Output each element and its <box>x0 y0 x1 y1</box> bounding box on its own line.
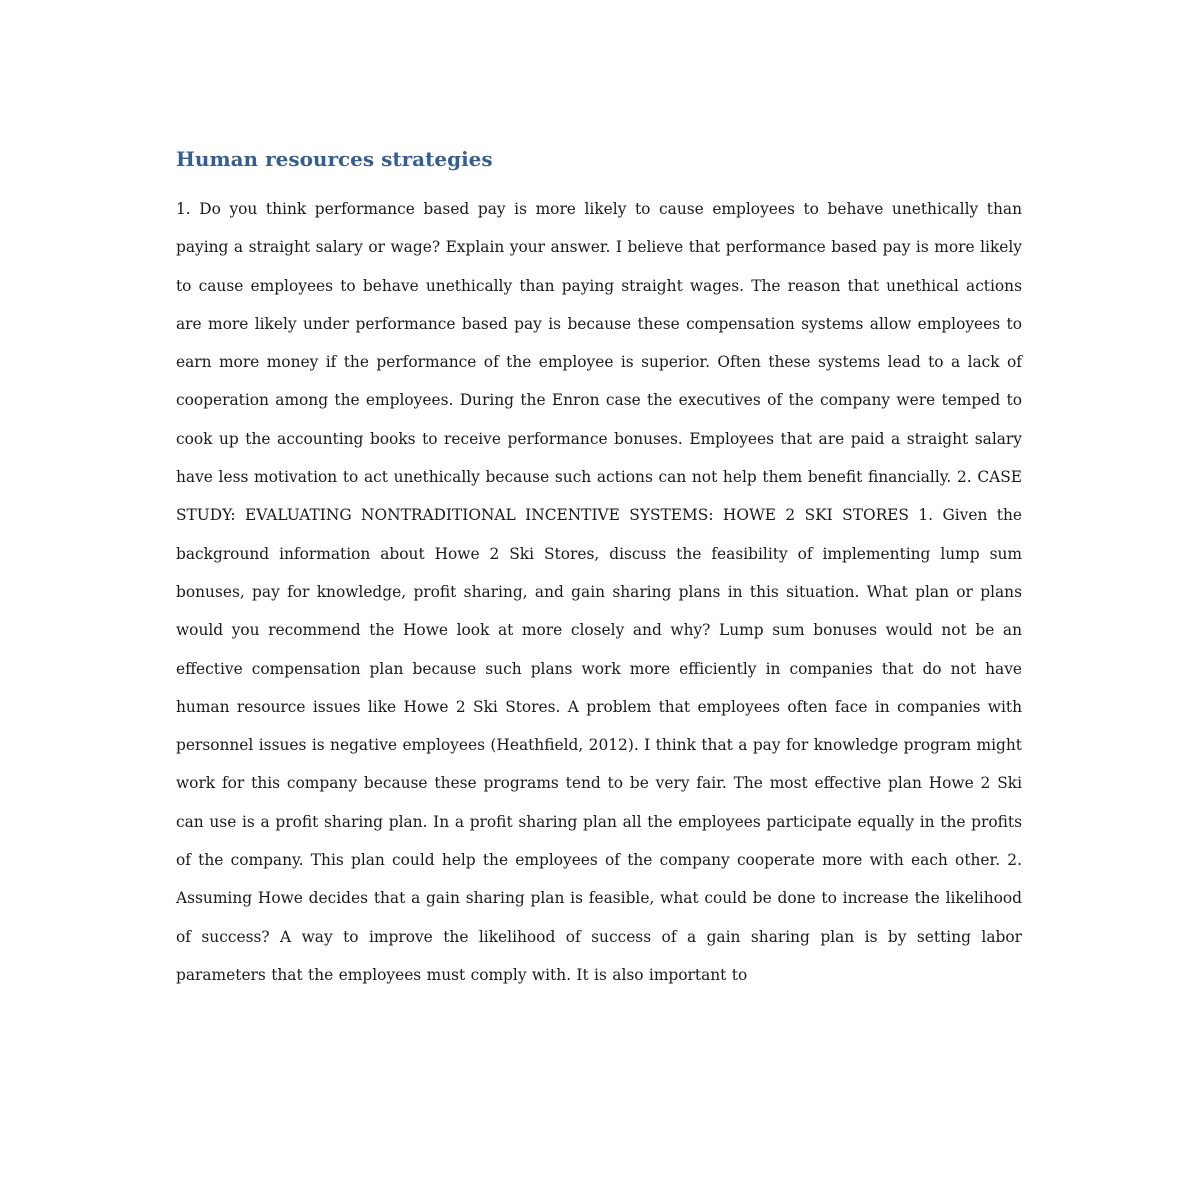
document-title: Human resources strategies <box>176 147 493 171</box>
document-body-paragraph: 1. Do you think performance based pay is more likely to cause employees to behave unethically than paying a straight salary or wage? Explain your answer. I believe that performance based pay is more likely to cause employees to behave unethically than paying straight wages. The reason that unethical actions are more likely under performance based pay is because these compensation systems allow employees to earn more money if the performance of the employee is superior. Often these systems lead to a lack of cooperation among the employees. During the Enron case the executives of the company were temped to cook up the accounting books to receive performance bonuses. Employees that are paid a straight salary have less motivation to act unethically because such actions can not help them benefit financially. 2. CASE STUDY: EVALUATING NONTRADITIONAL INCENTIVE SYSTEMS: HOWE 2 SKI STORES 1. Given the background information about Howe 2 Ski Stores, discuss the feasibility of implementing lump sum bonuses, pay for knowledge, profit sharing, and gain sharing plans in this situation. What plan or plans would you recommend the Howe look at more closely and why? Lump sum bonuses would not be an effective compensation plan because such plans work more efficiently in companies that do not have human resource issues like Howe 2 Ski Stores. A problem that employees often face in companies with personnel issues is negative employees (Heathfield, 2012). I think that a pay for knowledge program might work for this company because these programs tend to be very fair. The most effective plan Howe 2 Ski can use is a profit sharing plan. In a profit sharing plan all the employees participate equally in the profits of the company. This plan could help the employees of the company cooperate more with each other. 2. Assuming Howe decides that a gain sharing plan is feasible, what could be done to increase the likelihood of success? A way to improve the likelihood of success of a gain sharing plan is by setting labor parameters that the employees must comply with. It is also important to <box>176 200 1022 984</box>
document-content <box>176 138 1022 994</box>
